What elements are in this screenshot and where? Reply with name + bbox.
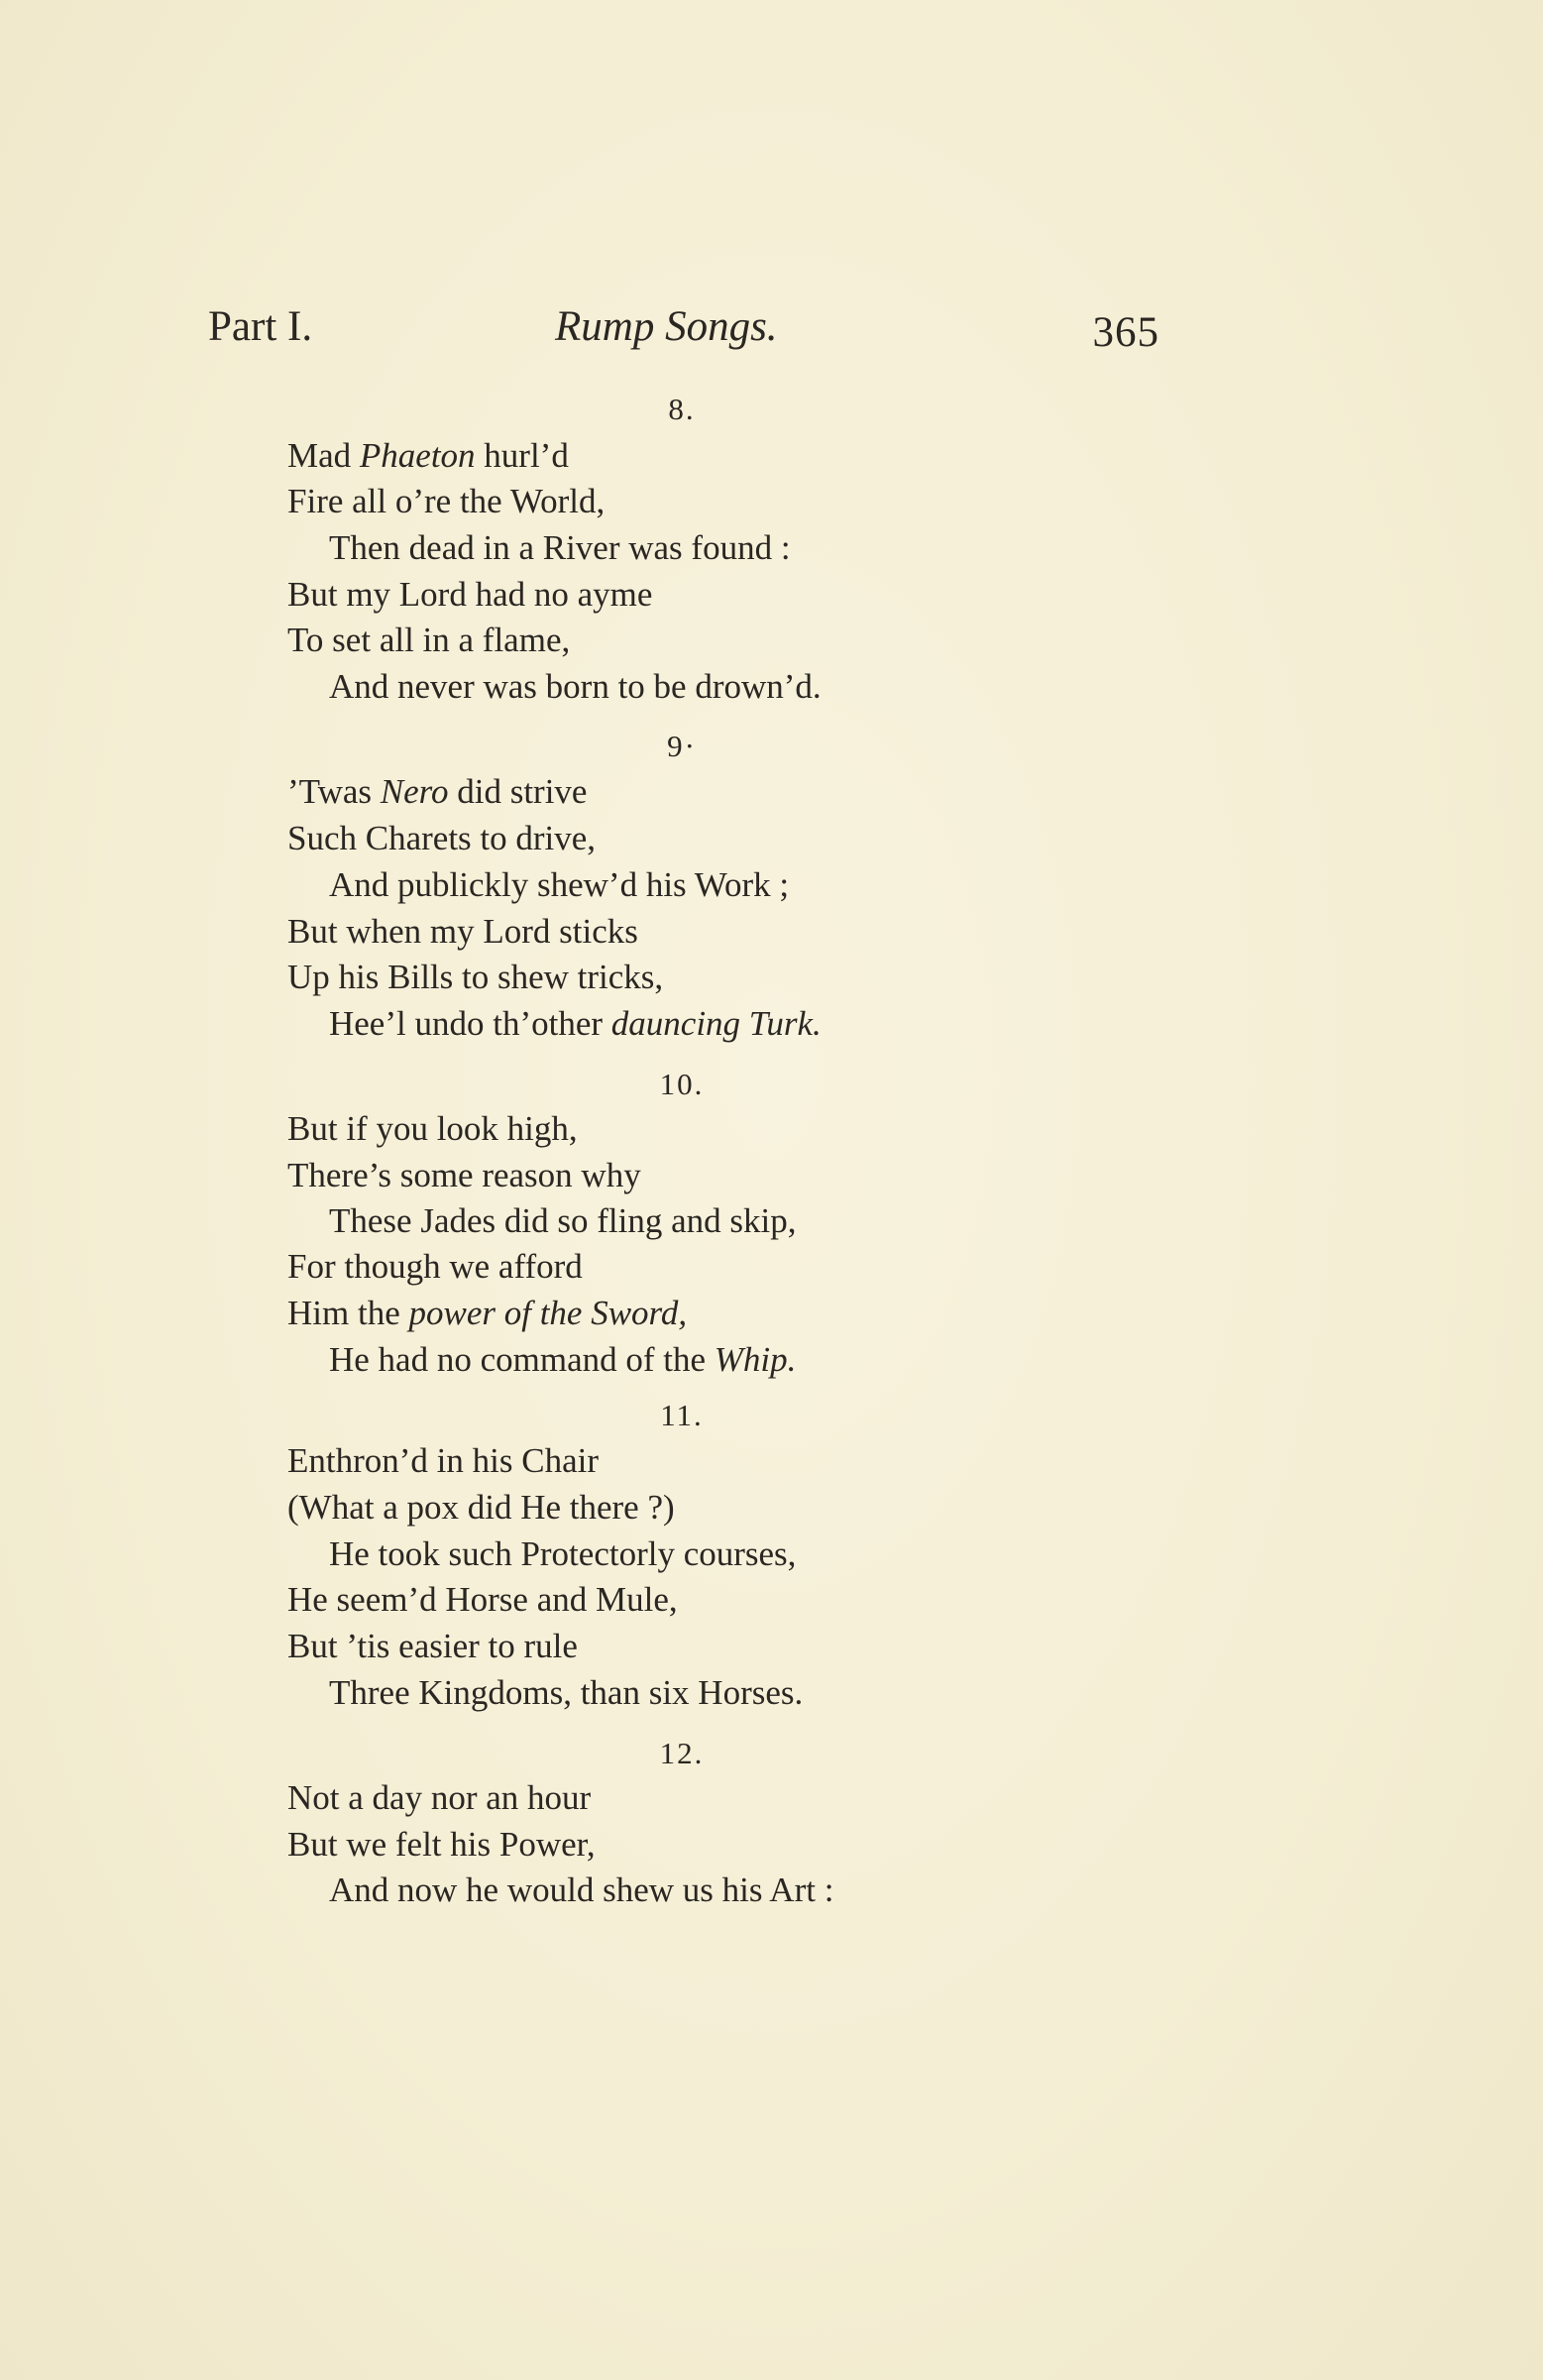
running-head	[208, 297, 1159, 357]
verse-line: He had no command of the Whip.	[329, 1340, 797, 1379]
stanza-number: 10.	[659, 1067, 705, 1101]
verse-line: For though we afford	[287, 1247, 583, 1286]
verse-line: Fire all o’re the World,	[287, 482, 606, 520]
verse-line: And publickly shew’d his Work ;	[329, 865, 790, 904]
verse-line: Hee’l undo th’other dauncing Turk.	[329, 1004, 822, 1043]
verse-line: To set all in a flame,	[287, 621, 571, 659]
verse-line: But if you look high,	[287, 1109, 578, 1148]
verse-line: Mad Phaeton hurl’d	[287, 436, 569, 475]
verse-line: And now he would shew us his Art :	[329, 1870, 834, 1909]
verse-line: But my Lord had no ayme	[287, 575, 653, 614]
verse-line: Enthron’d in his Chair	[287, 1441, 599, 1480]
verse-line: But we felt his Power,	[287, 1825, 596, 1864]
verse-line: He took such Protectorly courses,	[329, 1534, 797, 1573]
verse-line: But when my Lord sticks	[287, 912, 638, 951]
stanza-number: 8.	[668, 392, 696, 426]
part-label: Part I.	[208, 303, 313, 350]
verse-line: Then dead in a River was found :	[329, 528, 791, 567]
verse-line: Not a day nor an hour	[287, 1778, 592, 1817]
stanza-number: 9·	[667, 729, 697, 763]
verse-line: Three Kingdoms, than six Horses.	[329, 1673, 804, 1712]
verse-line: ’Twas Nero did strive	[287, 772, 588, 811]
stanza-number: 11.	[660, 1398, 704, 1432]
verse-line: These Jades did so fling and skip,	[329, 1201, 797, 1240]
verse-line: Him the power of the Sword,	[287, 1294, 688, 1332]
verse-line: But ’tis easier to rule	[287, 1627, 578, 1665]
verse-line: There’s some reason why	[287, 1156, 641, 1194]
book-title: Rump Songs.	[555, 303, 778, 350]
verse-line: He seem’d Horse and Mule,	[287, 1580, 678, 1619]
stanza-number: 12.	[659, 1736, 705, 1770]
verse-line: (What a pox did He there ?)	[287, 1488, 675, 1527]
verse-line: Up his Bills to shew tricks,	[287, 958, 664, 996]
verse-line: Such Charets to drive,	[287, 819, 597, 857]
page-number: 365	[1092, 309, 1159, 356]
verse-line: And never was born to be drown’d.	[329, 667, 822, 706]
